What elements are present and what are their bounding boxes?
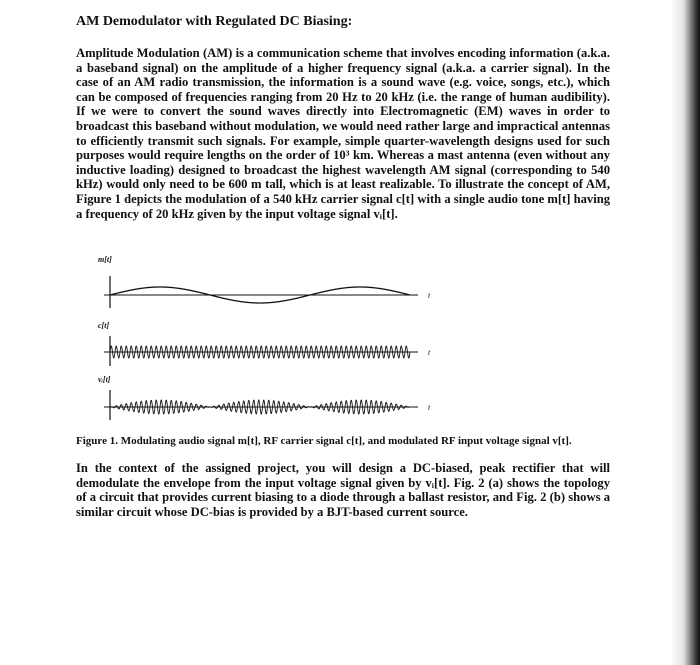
v-label: vᵢ[t] [98, 375, 111, 384]
figure-caption [76, 435, 616, 447]
page-edge-shadow [670, 0, 700, 665]
project-paragraph: In the context of the assigned project, you will design a DC-biased, peak rectifier that will demodulate the envelope from the input voltage signal given by vᵢ[t]. Fig. 2 (a) shows the topology of a circuit that provides current biasing to a diode through a ballast resistor, and Fig. 2 (b) shows a similar circuit whose DC-bias is provided by a BJT-based current source. [76, 461, 610, 519]
m-label: m[t] [98, 255, 112, 264]
intro-paragraph: Amplitude Modulation (AM) is a communication scheme that involves encoding information (a.k.a. a baseband signal) on the amplitude of a higher frequency signal (a.k.a. a carrier signal). In the case of an AM radio transmission, the information is a sound wave (e.g. voice, songs, etc.), which can be composed of frequencies ranging from 20 Hz to 20 kHz (i.e. the range of human audibility). If we were to convert the sound waves directly into Electromagnetic (EM) waves in order to broadcast this baseband without modulation, we would need rather large and impractical antennas to efficiently transmit such signals. For example, simple quarter-wavelength designs used for such purposes would require lengths on the order of 10³ km. Whereas a mast antenna (even without any inductive loading) designed to broadcast the highest wavelength AM signal (corresponding to 540 kHz) would only need to be 600 m tall, which is at least realizable. To illustrate the concept of AM, Figure 1 depicts the modulation of a 540 kHz carrier signal c[t] with a single audio tone m[t] having a frequency of 20 kHz given by the input voltage signal vᵢ[t]. [76, 46, 610, 221]
v-waveform [110, 400, 410, 414]
figure-1 [96, 250, 436, 422]
m-t-label: t [428, 291, 431, 300]
c-waveform [110, 346, 410, 358]
c-t-label: t [428, 348, 431, 357]
v-t-label: t [428, 403, 431, 412]
figure-caption-text: Modulating audio signal m[t], RF carrier signal c[t], and modulated RF input voltage signal v[t]. [120, 435, 572, 447]
c-label: c[t] [98, 321, 110, 330]
figure-caption-label: Figure 1. [76, 435, 118, 447]
document-title: AM Demodulator with Regulated DC Biasing: [76, 14, 353, 29]
